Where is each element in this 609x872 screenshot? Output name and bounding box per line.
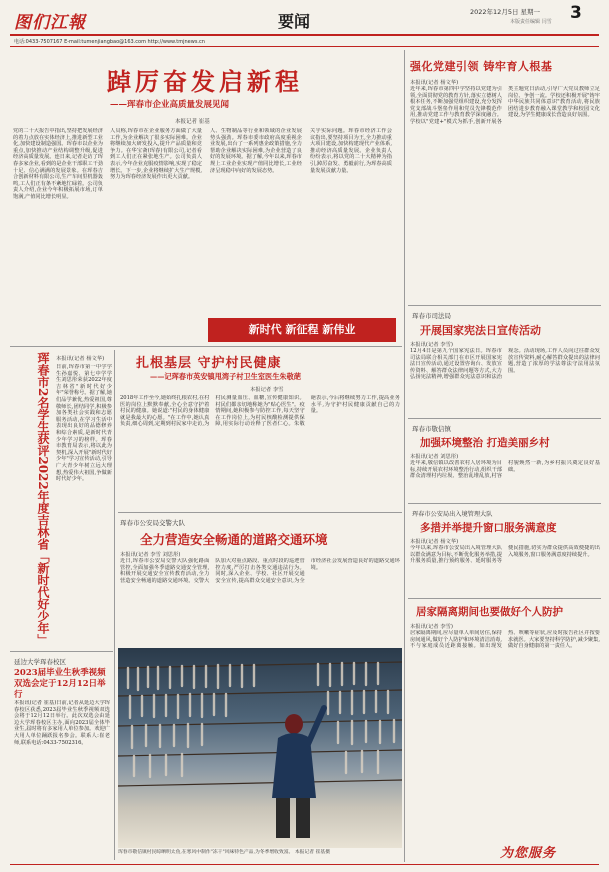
- traffic-byline: 本报讯(记者 李雪 刘思彤): [120, 552, 181, 558]
- immigration-byline: 本报讯(记者 杨文华): [410, 539, 459, 545]
- left-sub-section: 延边大学珲春校区: [14, 658, 66, 666]
- photo-caption: 珲春市敬信镇村民晾晒明太鱼,在寒风中制作"冻干"风味特色产品,为冬季增收致富。 本报记者 崔基摄: [118, 850, 330, 855]
- constitution-kicker: 珲春市司法局: [412, 312, 451, 320]
- worker-figure: [272, 708, 324, 838]
- traffic-headline: 全力营造安全畅通的道路交通环境: [140, 532, 328, 547]
- village-cleanup-body: 近年来,敬信镇以改善农村人居环境为目标,持续开展农村环境整治行动,组织干部群众清理村内垃圾、整治乱堆乱放,村容村貌焕然一新,为乡村振兴奠定良好基础。: [410, 460, 600, 480]
- traffic-body: 近日,珲春市公安局交警大队强化路面管控,全面加强冬季道路交通安全管理,积极开展交通安全宣传教育活动,全力营造安全畅通的道路交通环境。交警大队加大对重点路段、重点时段的巡逻管控力度,严厉打击各类交通违法行为。同时,深入企业、学校、社区开展交通安全宣传,提高群众交通安全意识,为全市经济社会发展营造良好的道路交通环境。: [120, 558, 400, 584]
- masthead-rule: [10, 34, 599, 36]
- immigration-headline: 多措并举提升窗口服务满意度: [420, 522, 557, 534]
- village-byline: 本报记者 李雪: [250, 387, 284, 393]
- constitution-byline: 本报讯(记者 李雪): [410, 342, 453, 348]
- party-story-byline: 本报讯(记者 杨文华): [410, 80, 459, 86]
- right-divider-1: [408, 305, 601, 306]
- village-cleanup-byline: 本报讯(记者 刘思彤): [410, 454, 459, 460]
- fish-drying-photo: [118, 648, 402, 848]
- publish-date: 2022年12月5日 星期一: [470, 8, 541, 16]
- masthead-rule-bottom: [10, 46, 599, 47]
- lead-byline: 本报记者 崔基: [175, 119, 210, 125]
- village-body: 2018年工作至今,她始终扎根农村,在村医的岗位上默默奉献,全心全意守护着村民的健康。她说道:"村民的身体健康就是我最大的心愿。"在工作中,她认真负责,细心周到,定期到村民家中走访,为村民测量血压、血糖,宣传健康知识。村民们都亲切地称她为"贴心医生"。疫情期间,她积极参与防控工作,每天坚守在工作岗位上,为村民核酸检测提供保障,用实际行动诠释了医者仁心。朱敬葩表示,今后将继续努力工作,提高业务水平,为守护村民健康贡献自己的力量。: [120, 395, 400, 428]
- isolation-body: 居家隔离期间,应尽量单人单间居住,保持房间通风,做好个人防护和环境清洁消毒,不与家庭成员近距离接触。如出现发热、咳嗽等症状,应及时报告社区并按要求就医。大家要坚持科学防护,减少聚集,做好自身健康的第一责任人。: [410, 630, 600, 650]
- right-divider-4: [408, 598, 601, 599]
- village-divider: [118, 512, 402, 513]
- lead-column-4: 关乎实际问题。珲春市经济工作会议指出,要坚持项目为王,全力推动重大项目建设,加快构建现代产业体系,推动经济高质量发展。企业负责人纷纷表示,将以党的二十大精神为指引,踔厉奋发、勇毅前行,为珲春高质量发展贡献力量。: [310, 128, 392, 174]
- banner-slogan: [208, 318, 396, 342]
- village-cleanup-kicker: 珲春市敬信镇: [412, 425, 451, 433]
- contact-line: 电话:0433-7507167 E-mail:tumenjiangbao@163.com http://www.tmjnews.cn: [14, 39, 205, 45]
- isolation-headline: 居家隔离期间也要做好个人防护: [416, 606, 563, 618]
- footer-service-logo: 为您服务: [500, 846, 557, 861]
- page-editor: 本版责任编辑 闫雪: [510, 19, 552, 25]
- immigration-body: 今年以来,珲春市公安局出入境管理大队以群众满意为目标,不断优化服务举措,提升服务质量,推行预约服务、延时服务等便民措施,切实为群众提供高效便捷的出入境服务,窗口服务满意度持续提升。: [410, 545, 600, 565]
- constitution-headline: 开展国家宪法日宣传活动: [420, 324, 541, 337]
- lead-column-2: 人员称,珲春市在企业服务方面做了大量工作,为企业解决了很多实际困难。企业将继续加大研发投入,提升产品质量和竞争力。在华宝斋(珲春)有限公司,记者看到工人们正在紧张地生产。公司负责人表示,今年企业克服疫情影响,实现了稳定增长。下一步,企业将继续扩大生产规模,努力为珲春经济发展作出更大贡献。: [110, 128, 202, 181]
- left-body: 日前,珲春市第一中学学生孙嘉悦、第七中学学生刘思彤荣获2022年度吉林省"新时代好少年"荣誉称号。据了解,她们品学兼优,热爱祖国,尊敬师长,团结同学,积极参加各类社会实践和志愿服务活动,在学习生活中表现出良好的品德修养和综合素质,是新时代青少年学习的榜样。珲春市教育局表示,将以此为契机,深入开展"新时代好少年"学习宣传活动,引导广大青少年树立远大理想,热爱伟大祖国,争做新时代好少年。: [56, 364, 112, 483]
- lead-divider: [10, 346, 402, 347]
- isolation-byline: 本报讯(记者 李雪): [410, 624, 453, 630]
- left-column-rule: [114, 350, 115, 860]
- center-right-rule: [404, 50, 405, 862]
- lead-column-1: 党的二十大报告中指出,坚持把发展经济的着力点放在实体经济上,推进新型工业化,加快建设制造强国。珲春市以企业为重点,加快推动产业结构调整升级,促进经济高质量发展。连日来,记者走访了珲春多家企业,看到的是企业干部职工干劲十足、信心满满的发展景象。在珲春吉合创新材料有限公司,生产车间里机器轰鸣,工人们正有条不紊地忙碌着。公司负责人介绍,企业今年积极拓展市场,订单饱满,产值同比增长明显。: [13, 128, 103, 200]
- party-story-headline: 强化党建引领 铸牢育人根基: [410, 60, 553, 73]
- left-byline: 本报讯(记者 杨文华): [56, 356, 105, 362]
- traffic-kicker: 珲春市公安局交警大队: [120, 519, 185, 527]
- lead-subheadline: ——珲春市企业高质量发展见闻: [110, 100, 230, 110]
- left-sub-headline: 2023届毕业生秋季视频双选会定于12月12日举行: [14, 668, 106, 700]
- bottom-rule: [10, 864, 599, 865]
- left-vertical-headline: 珲春市2名学生获评2022年度吉林省「新时代好少年」: [36, 352, 50, 646]
- constitution-body: 12月4日是第九个国家宪法日。珲春市司法局联合相关部门在市区开展国家宪法日宣传活动,通过设置咨询台、发放宣传资料、解答群众法律问题等方式,大力弘扬宪法精神,增强群众宪法意识和法治观念。活动现场,工作人员向过往群众发放宣传资料,耐心解答群众提出的法律问题,营造了浓厚的学法尊法守法用法氛围。: [410, 348, 600, 381]
- left-sub-body: 本报讯(记者 崔基)日前,记者从延边大学珲春校区获悉,2023届毕业生秋季视频双选会将于12月12日举行。此次双选会由延边大学珲春校区主办,面向2023届全体毕业生,届时将有多家用人单位参加。欢迎广大用人单位踊跃报名参会。联系人:崔老师,联系电话:0433-7502316。: [14, 700, 110, 746]
- hanging-fish: [128, 663, 394, 777]
- right-divider-2: [408, 418, 601, 419]
- section-title: 要闻: [278, 12, 311, 31]
- right-divider-3: [408, 503, 601, 504]
- lead-column-3: 人、生物制品等行业和领域的企业发展势头强劲。珲春市委市政府高度重视企业发展,出台了一系列惠企政策措施,全力帮助企业解决实际困难,为企业营造了良好的发展环境。据了解,今年以来,珲春市规上工业企业实现产值同比增长,工业经济呈现稳中向好的发展态势。: [210, 128, 302, 174]
- masthead: [0, 0, 609, 48]
- immigration-kicker: 珲春市公安局出入境管理大队: [412, 511, 493, 518]
- page-number: 3: [570, 3, 582, 23]
- photo-illustration: [118, 648, 402, 848]
- banner-slogan-text: 新时代 新征程 新伟业: [248, 323, 356, 336]
- village-headline: 扎根基层 守护村民健康: [136, 356, 282, 371]
- lead-headline: 踔厉奋发启新程: [107, 67, 303, 96]
- newspaper-logo: 图们江報: [14, 13, 86, 33]
- village-cleanup-headline: 加强环境整治 打造美丽乡村: [420, 437, 550, 449]
- village-subheadline: ——记珲春市英安镇甩湾子村卫生室医生朱敬葩: [150, 372, 301, 381]
- left-divider: [10, 651, 113, 652]
- party-story-body: 近年来,珲春市第四中学坚持以党建为引领,全面贯彻党的教育方针,落实立德树人根本任务,不断加强党组织建设,充分发挥党支部战斗堡垒作用和党员先锋模范作用,推动党建工作与教育教学深度融合。学校以"党建+"模式为抓手,创新开展各类主题党日活动,引导广大党员教师立足岗位、争创一流。学校还积极开展"铸牢中华民族共同体意识"教育活动,将民族团结进步教育融入课堂教学和校园文化建设,为学生健康成长营造良好氛围。: [410, 86, 600, 125]
